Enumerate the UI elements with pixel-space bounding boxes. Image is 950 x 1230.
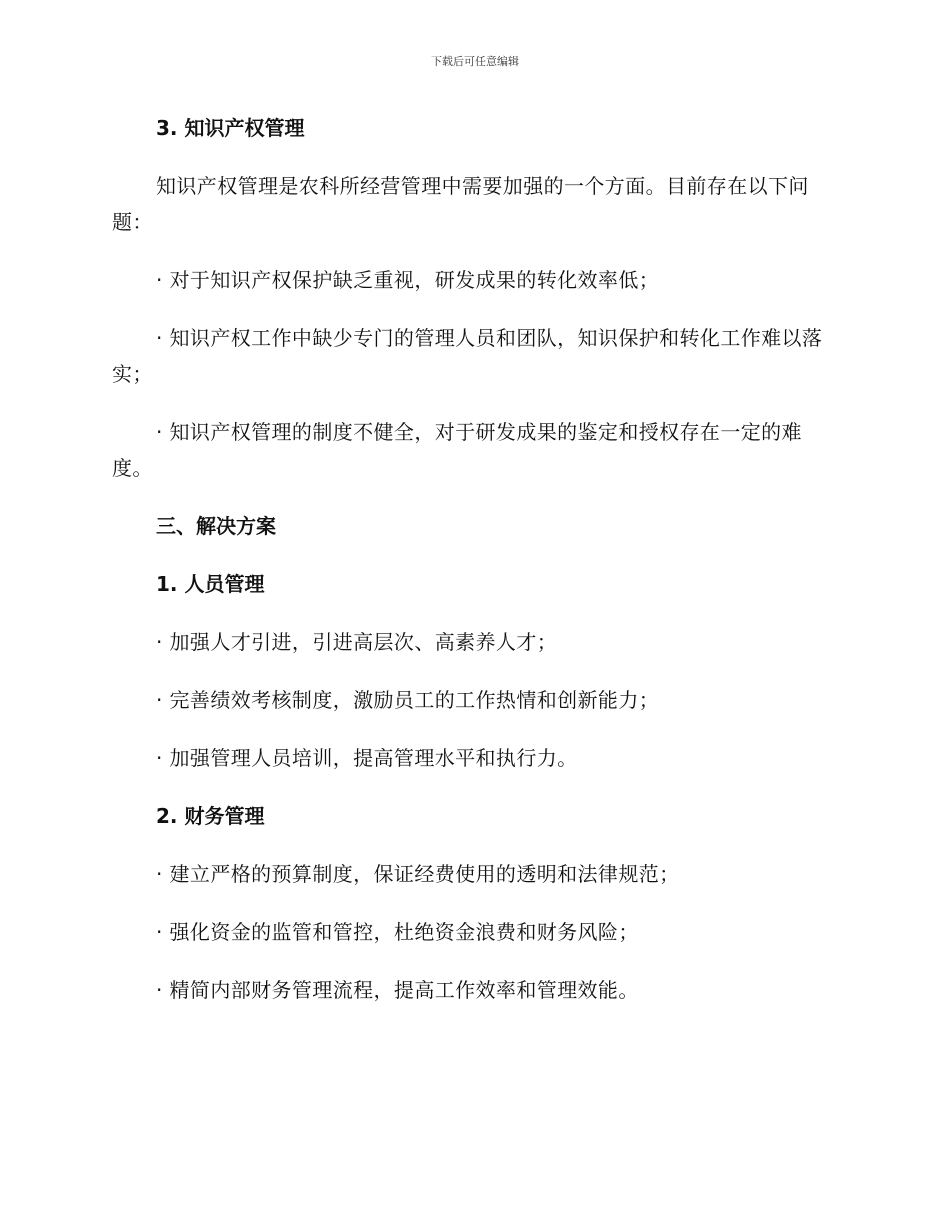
bullet-item: · 完善绩效考核制度，激励员工的工作热情和创新能力；: [156, 688, 660, 712]
section-heading-ip: 3. 知识产权管理: [156, 116, 305, 140]
section-heading-personnel: 1. 人员管理: [156, 572, 265, 596]
paragraph-ip-intro: 知识产权管理是农科所经营管理中需要加强的一个方面。目前存在以下问题：: [112, 174, 809, 234]
bullet-item: · 知识产权管理的制度不健全，对于研发成果的鉴定和授权存在一定的难度。: [112, 420, 802, 480]
bullet-item: · 对于知识产权保护缺乏重视，研发成果的转化效率低；: [156, 268, 660, 292]
page-header-note: 下载后可任意编辑: [431, 55, 519, 68]
section-heading-solutions: 三、解决方案: [156, 514, 276, 538]
document-body: [112, 110, 832, 1030]
bullet-item: · 加强人才引进，引进高层次、高素养人才；: [156, 630, 558, 654]
section-heading-finance: 2. 财务管理: [156, 804, 265, 828]
bullet-item: · 精简内部财务管理流程，提高工作效率和管理效能。: [156, 978, 639, 1002]
bullet-item: · 加强管理人员培训，提高管理水平和执行力。: [156, 746, 578, 770]
bullet-item: · 知识产权工作中缺少专门的管理人员和团队，知识保护和转化工作难以落实；: [112, 326, 823, 386]
bullet-item: · 建立严格的预算制度，保证经费使用的透明和法律规范；: [156, 862, 680, 886]
bullet-item: · 强化资金的监管和管控，杜绝资金浪费和财务风险；: [156, 920, 639, 944]
